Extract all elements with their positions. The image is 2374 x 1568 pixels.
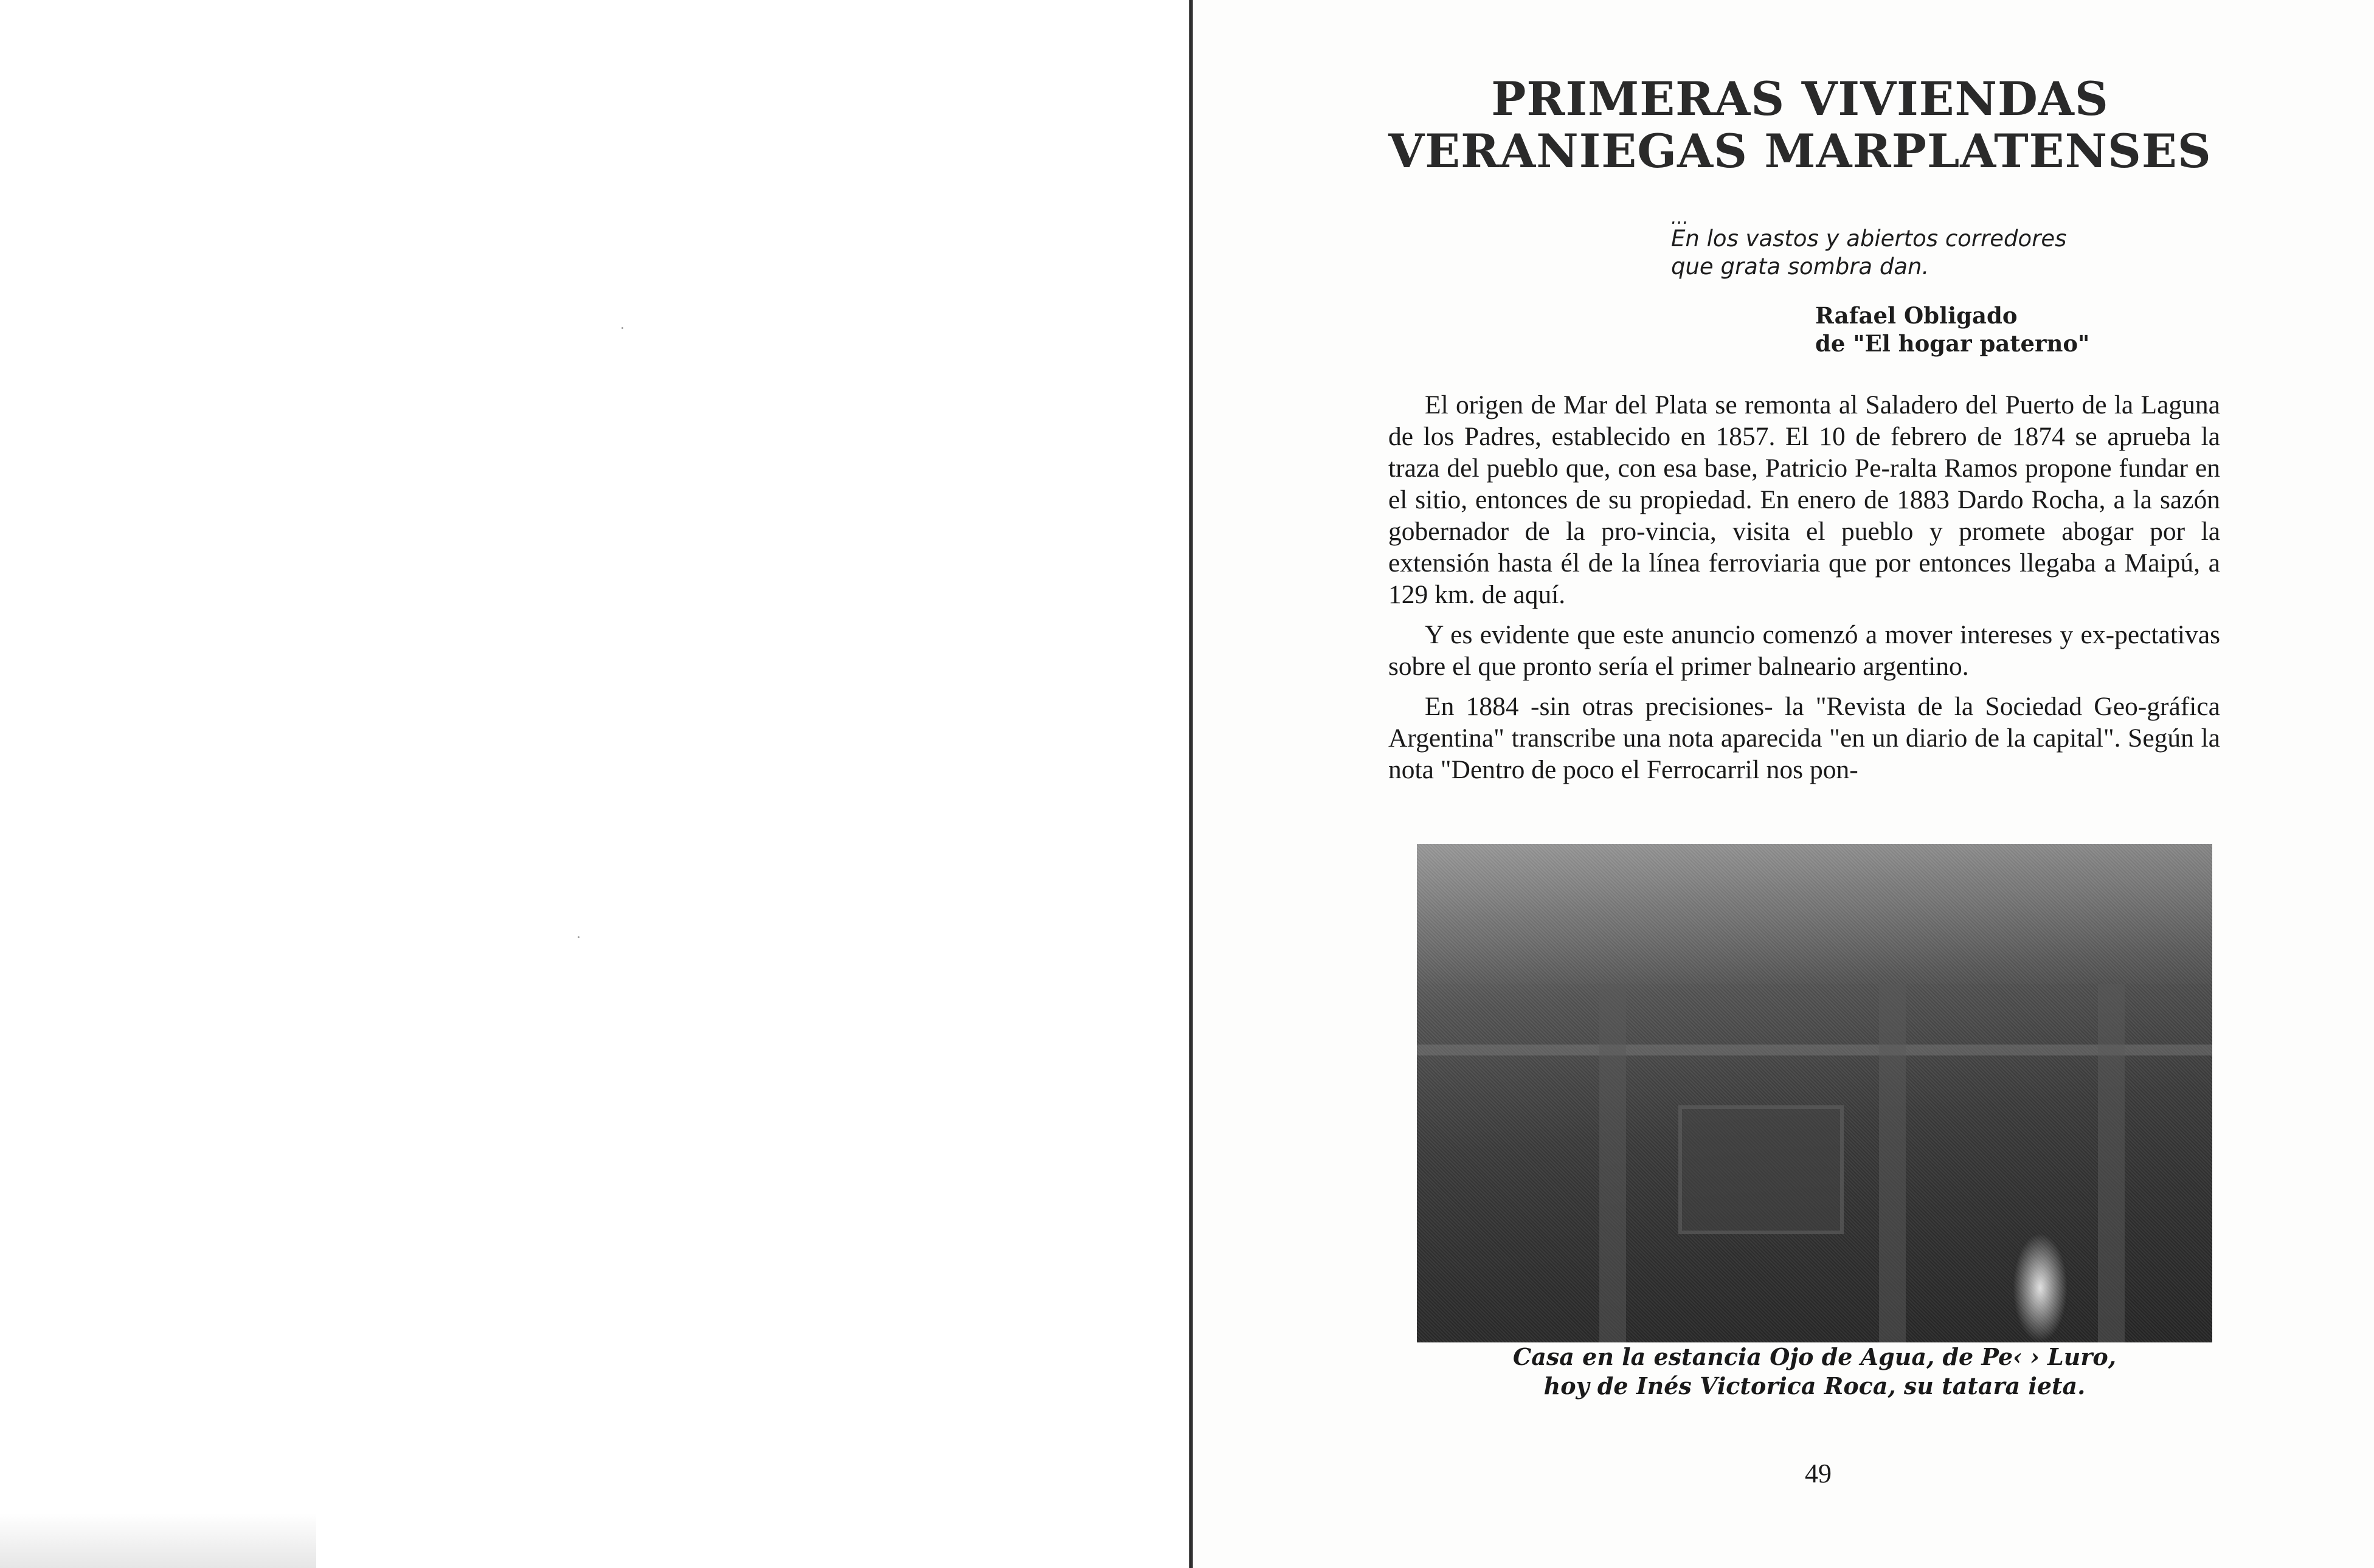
page-shadow xyxy=(0,1513,316,1568)
photo-glare xyxy=(2013,1233,2068,1342)
dust-speck xyxy=(578,936,580,938)
body-text xyxy=(1388,389,2220,794)
body-paragraph-1: El origen de Mar del Plata se remonta al Saladero del Puerto de la Laguna de los Padres, establecido en 1857. El 10 de febrero de 1874 se aprueba la traza del pueblo que, con esa base, Patricio Pe-ralta Ramos propone fundar en el sitio, entonces de su propiedad. En enero de 1883 Dardo Rocha, a la sazón gobernador de la pro-vincia, visita el pueblo y promete abogar por la extensión hasta él de la línea ferroviaria que por entonces llegaba a Maipú, a 129 km. de aquí. xyxy=(1388,390,2220,609)
house-photograph xyxy=(1417,844,2212,1342)
photo-pillar xyxy=(2098,984,2125,1342)
photo-pillar xyxy=(1599,984,1626,1342)
photo-roof xyxy=(1417,844,2212,984)
caption-line-1: Casa en la estancia Ojo de Agua, de Pe‹ › Luro, xyxy=(1513,1343,2116,1370)
epigraph xyxy=(1671,207,2218,281)
epigraph-ellipsis: ... xyxy=(1671,207,1689,229)
photo-pillar xyxy=(1879,984,1906,1342)
dust-speck xyxy=(621,327,623,329)
photo-caption xyxy=(1417,1342,2212,1401)
chapter-title-line-1: PRIMERAS VIVIENDAS xyxy=(1491,72,2109,126)
chapter-title xyxy=(1386,73,2213,178)
body-paragraph-3: En 1884 -sin otras precisiones- la "Revista de la Sociedad Geo-gráfica Argentina" transcribe una nota aparecida "en un diario de la capital". Según la nota "Dentro de poco el Ferrocarril nos pon- xyxy=(1388,692,2220,784)
caption-line-2: hoy de Inés Victorica Roca, su tatara ieta. xyxy=(1543,1372,2086,1400)
epigraph-attribution xyxy=(1815,302,2241,357)
book-gutter xyxy=(1189,0,1193,1568)
page-number: 49 xyxy=(1805,1459,1832,1488)
epigraph-line-2: que grata sombra dan. xyxy=(1671,254,1929,280)
body-paragraph-2: Y es evidente que este anuncio comenzó a mover intereses y ex-pectativas sobre el que pronto sería el primer balneario argentino. xyxy=(1388,620,2220,681)
epigraph-line-1: En los vastos y abiertos corredores xyxy=(1671,226,2067,252)
attribution-work: de "El hogar paterno" xyxy=(1815,330,2090,357)
attribution-author: Rafael Obligado xyxy=(1815,302,2018,329)
chapter-title-line-2: VERANIEGAS MARPLATENSES xyxy=(1388,124,2212,178)
photo-beam xyxy=(1417,1045,2212,1055)
photo-window xyxy=(1678,1105,1844,1234)
